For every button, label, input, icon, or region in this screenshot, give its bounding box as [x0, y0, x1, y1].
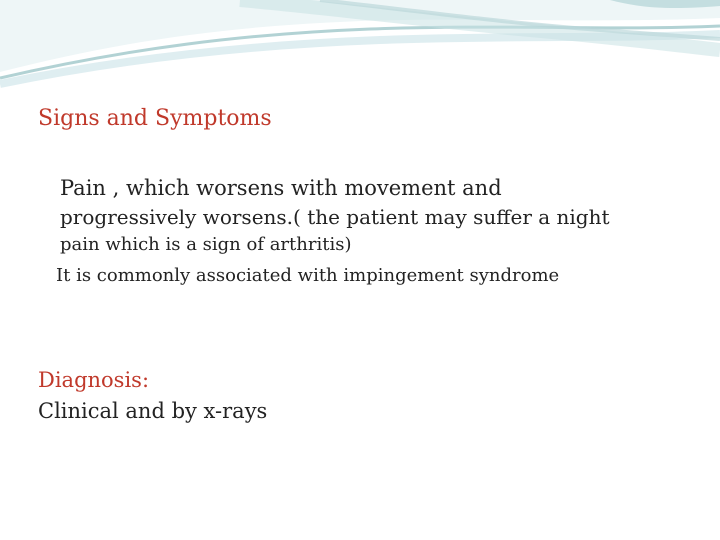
- pain-description-line-1: Pain , which worsens with movement and: [60, 176, 502, 200]
- diagnosis-heading: Diagnosis:: [38, 368, 150, 392]
- signs-and-symptoms-heading: Signs and Symptoms: [38, 106, 272, 131]
- diagnosis-text: Clinical and by x-rays: [38, 399, 268, 423]
- pain-description-line-3: pain which is a sign of arthritis): [60, 234, 352, 255]
- pain-description-line-2: progressively worsens.( the patient may suffer a night: [60, 205, 610, 229]
- impingement-association-text: It is commonly associated with impingement syndrome: [56, 265, 560, 286]
